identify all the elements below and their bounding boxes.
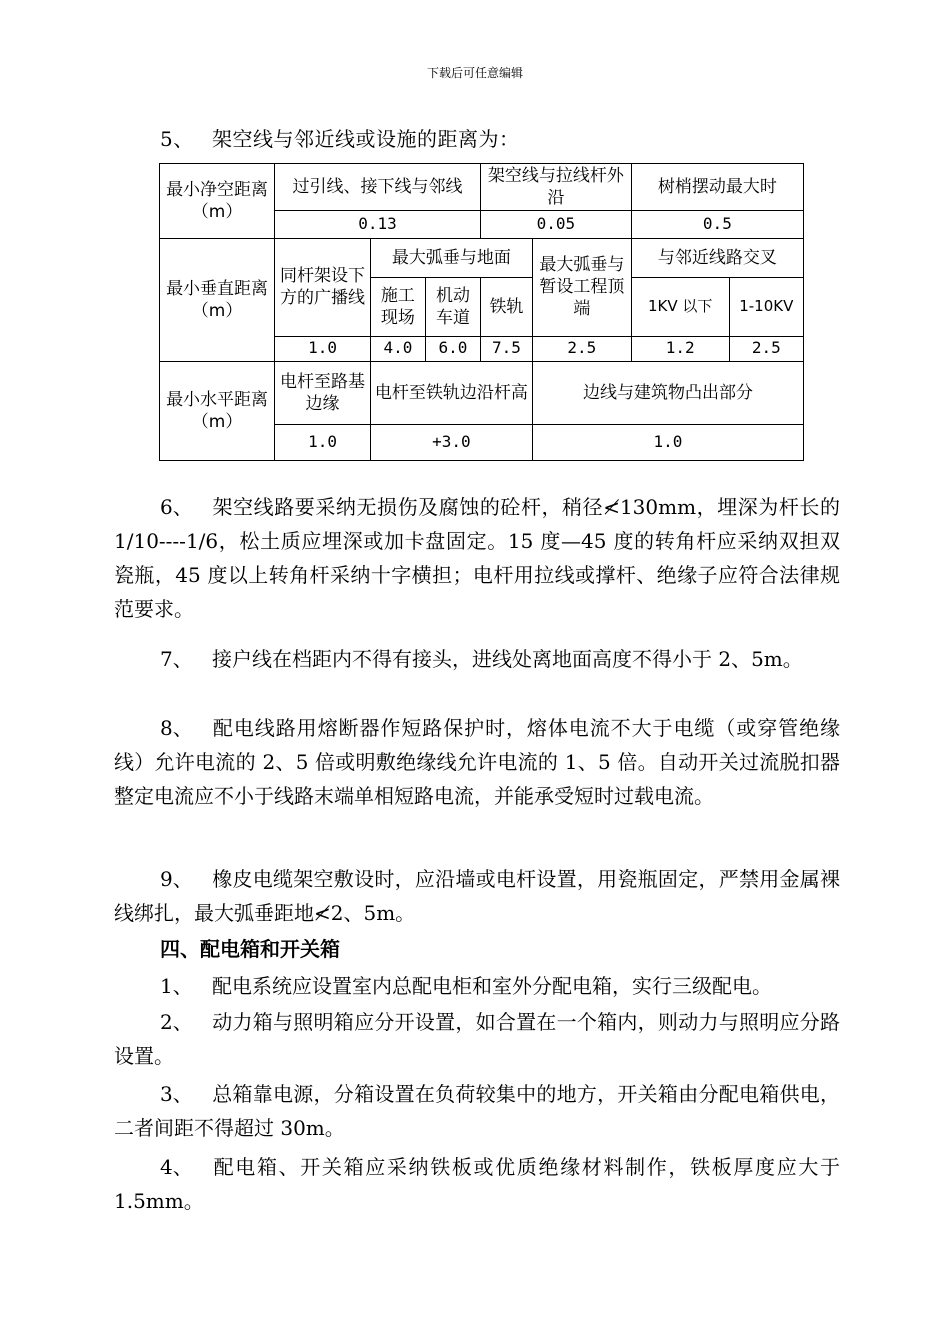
vert-value-kv10: 2.5 bbox=[729, 336, 803, 361]
item-number: 4、 bbox=[160, 1155, 193, 1179]
vert-value-temp: 2.5 bbox=[532, 336, 631, 361]
clear-value-1: 0.13 bbox=[275, 211, 481, 238]
vert-value-kv1: 1.2 bbox=[631, 336, 729, 361]
item-number: 1、 bbox=[160, 974, 193, 998]
horiz-value-1: 1.0 bbox=[275, 424, 371, 460]
vert-site: 施工现场 bbox=[370, 278, 425, 337]
item-6 bbox=[114, 490, 840, 626]
section-4-item-2 bbox=[114, 1005, 840, 1073]
vert-cross: 与邻近线路交叉 bbox=[631, 238, 803, 277]
item-text: 橡皮电缆架空敷设时，应沿墙或电杆设置，用瓷瓶固定，严禁用金属裸线绑扎，最大弧垂距地≮2、5m。 bbox=[114, 867, 840, 925]
section-4-item-1 bbox=[114, 969, 840, 1003]
clear-label: 最小净空距离（m） bbox=[160, 164, 275, 239]
horiz-header-1: 电杆至路基边缘 bbox=[275, 361, 371, 424]
page-header: 下载后可任意编辑 bbox=[426, 66, 523, 80]
clear-value-3: 0.5 bbox=[631, 211, 803, 238]
horiz-header-3: 边线与建筑物凸出部分 bbox=[532, 361, 803, 424]
section-4-item-3 bbox=[114, 1077, 840, 1145]
clear-value-2: 0.05 bbox=[480, 211, 631, 238]
horiz-label: 最小水平距离（m） bbox=[160, 361, 275, 460]
item-text: 总箱靠电源，分箱设置在负荷较集中的地方，开关箱由分配电箱供电，二者间距不得超过 30m。 bbox=[114, 1082, 840, 1140]
clear-header-3: 树梢摆动最大时 bbox=[631, 164, 803, 211]
item-text: 接户线在档距内不得有接头，进线处离地面高度不得小于 2、5m。 bbox=[212, 647, 803, 671]
clear-header-1: 过引线、接下线与邻线 bbox=[275, 164, 481, 211]
horiz-header-2: 电杆至铁轨边沿杆高 bbox=[370, 361, 532, 424]
vert-label: 最小垂直距离（m） bbox=[160, 238, 275, 361]
section-4-item-4 bbox=[114, 1150, 840, 1218]
item-number: 9、 bbox=[160, 867, 193, 891]
item-text: 架空线与邻近线或设施的距离为： bbox=[212, 127, 520, 151]
item-9 bbox=[114, 862, 840, 930]
vert-broadcast: 同杆架设下方的广播线 bbox=[275, 238, 371, 336]
horiz-value-3: 1.0 bbox=[532, 424, 803, 460]
item-8 bbox=[114, 711, 840, 813]
vert-kv1: 1KV 以下 bbox=[631, 278, 729, 337]
vert-rail: 铁轨 bbox=[480, 278, 532, 337]
item-text: 配电线路用熔断器作短路保护时，熔体电流不大于电缆（或穿管绝缘线）允许电流的 2、5 倍或明敷绝缘线允许电流的 1、5 倍。自动开关过流脱扣器整定电流应不小于线路末端单相短路电流，并能承受短时过载电流。 bbox=[114, 716, 840, 808]
vert-kv10: 1-10KV bbox=[729, 278, 803, 337]
item-number: 7、 bbox=[160, 647, 193, 671]
item-number: 6、 bbox=[160, 495, 193, 519]
section-title: 四、配电箱和开关箱 bbox=[160, 937, 340, 961]
distance-table bbox=[159, 163, 804, 461]
item-text: 动力箱与照明箱应分开设置，如合置在一个箱内，则动力与照明应分路设置。 bbox=[114, 1010, 840, 1068]
item-number: 3、 bbox=[160, 1082, 193, 1106]
vert-value-broadcast: 1.0 bbox=[275, 336, 371, 361]
item-text: 配电箱、开关箱应采纳铁板或优质绝缘材料制作，铁板厚度应大于 1.5mm。 bbox=[114, 1155, 840, 1213]
item-7 bbox=[114, 642, 840, 676]
item-text: 架空线路要采纳无损伤及腐蚀的砼杆，稍径≮130mm，埋深为杆长的 1/10----1/6，松土质应埋深或加卡盘固定。15 度—45 度的转角杆应采纳双担双瓷瓶，45 度以上转角杆采纳十字横担；电杆用拉线或撑杆、绝缘子应符合法律规范要求。 bbox=[114, 495, 840, 621]
item-number: 2、 bbox=[160, 1010, 193, 1034]
item-number: 8、 bbox=[160, 716, 193, 740]
section-4-heading bbox=[114, 932, 840, 966]
clear-header-2: 架空线与拉线杆外沿 bbox=[480, 164, 631, 211]
vert-sag-ground: 最大弧垂与地面 bbox=[370, 238, 532, 277]
horiz-value-2: +3.0 bbox=[370, 424, 532, 460]
item-number: 5、 bbox=[160, 127, 194, 151]
vert-value-road: 6.0 bbox=[425, 336, 480, 361]
item-text: 配电系统应设置室内总配电柜和室外分配电箱，实行三级配电。 bbox=[212, 974, 772, 998]
vert-sag-temp: 最大弧垂与暂设工程顶端 bbox=[532, 238, 631, 336]
vert-value-rail: 7.5 bbox=[480, 336, 532, 361]
item-5-heading bbox=[160, 123, 520, 152]
vert-value-site: 4.0 bbox=[370, 336, 425, 361]
vert-road: 机动车道 bbox=[425, 278, 480, 337]
